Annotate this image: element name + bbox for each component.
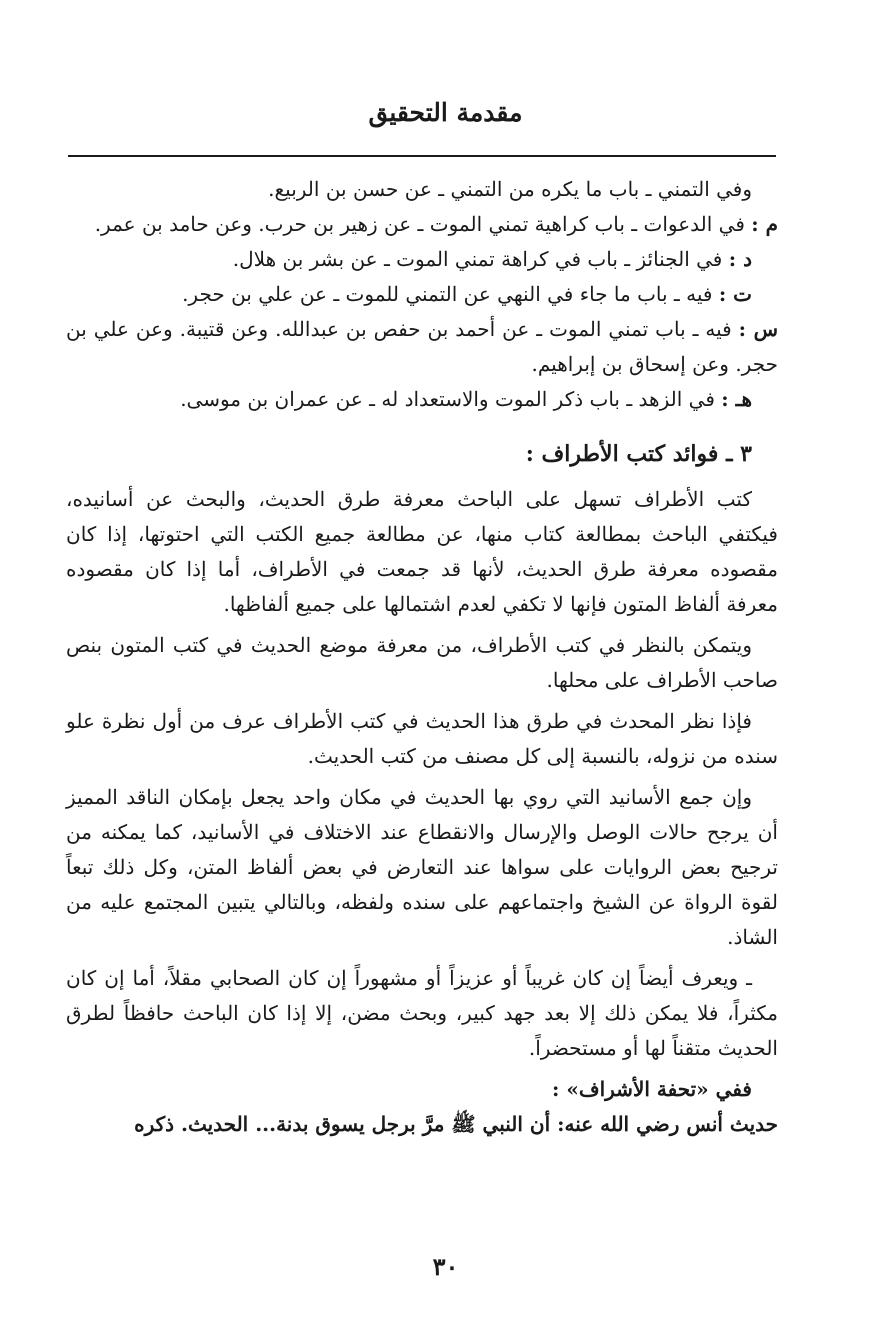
- hadith-line: حديث أنس رضي الله عنه: أن النبي ﷺ مرَّ برجل يسوق بدنة... الحديث. ذكره: [134, 1112, 778, 1136]
- reference-text: في الجنائز ـ باب في كراهة تمني الموت ـ عن بشر بن هلال.: [232, 247, 729, 271]
- section-heading: ٣ ـ فوائد كتب الأطراف :: [525, 441, 752, 467]
- page-body: [66, 172, 778, 1142]
- reference-text: فيه ـ باب تمني الموت ـ عن أحمد بن حفص بن عبدالله. وعن قتيبة. وعن علي بن حجر. وعن إسحاق بن إبراهيم.: [66, 317, 778, 376]
- reference-abbreviation: س :: [738, 317, 778, 341]
- paragraph: كتب الأطراف تسهل على الباحث معرفة طرق الحديث، والبحث عن أسانيده، فيكتفي الباحث بمطالعة كتاب منها، عن مطالعة جميع الكتب التي احتوتها، إذا كان مقصوده معرفة طرق الحديث، لأنها قد جمعت في الأطراف، أما إذا كان مقصوده معرفة ألفاظ المتون فإنها لا تكفي لعدم اشتمالها على جميع ألفاظها.: [66, 487, 778, 616]
- reference-line: [66, 312, 778, 382]
- paragraph: وإن جمع الأسانيد التي روي بها الحديث في مكان واحد يجعل بإمكان الناقد المميز أن يرجح حالات الوصل والإرسال والانقطاع عند الاختلاف في الأسانيد، كما يمكنه من ترجيح بعض الروايات على سواها عند التعارض في بعض ألفاظ المتن، وكل ذلك تبعاً لقوة الرواة عن الشيخ واجتماعهم على سنده ولفظه، وبالتالي يتبين المجتمع عليه من الشاذ.: [66, 785, 778, 949]
- reference-abbreviation: هـ :: [721, 387, 752, 411]
- reference-text: في الزهد ـ باب ذكر الموت والاستعداد له ـ عن عمران بن موسى.: [180, 387, 722, 411]
- header-divider: [68, 155, 776, 157]
- page-number: ٣٠: [432, 1252, 459, 1281]
- reference-line: [66, 382, 778, 417]
- example-intro: ففي «تحفة الأشراف» :: [552, 1077, 752, 1101]
- reference-line: [66, 207, 778, 242]
- reference-text: وفي التمني ـ باب ما يكره من التمني ـ عن حسن بن الربيع.: [268, 177, 752, 201]
- reference-abbreviation: ت :: [718, 282, 752, 306]
- reference-line: [66, 172, 778, 207]
- page-title: مقدمة التحقيق: [368, 98, 523, 127]
- paragraph: ويتمكن بالنظر في كتب الأطراف، من معرفة موضع الحديث في كتب المتون بنص صاحب الأطراف على محلها.: [66, 633, 778, 692]
- reference-text: في الدعوات ـ باب كراهية تمني الموت ـ عن زهير بن حرب. وعن حامد بن عمر.: [94, 212, 752, 236]
- reference-abbreviation: د :: [728, 247, 752, 271]
- reference-line: [66, 277, 778, 312]
- reference-abbreviation: م :: [751, 212, 778, 236]
- reference-line: [66, 242, 778, 277]
- reference-text: فيه ـ باب ما جاء في النهي عن التمني للموت ـ عن علي بن حجر.: [182, 282, 719, 306]
- paragraph: فإذا نظر المحدث في طرق هذا الحديث في كتب الأطراف عرف من أول نظرة علو سنده من نزوله، بالنسبة إلى كل مصنف من كتب الحديث.: [66, 709, 778, 768]
- paragraph: ـ ويعرف أيضاً إن كان غريباً أو عزيزاً أو مشهوراً إن كان الصحابي مقلاً، أما إن كان مكثراً، فلا يمكن ذلك إلا بعد جهد كبير، وبحث مضن، إلا إذا كان الباحث حافظاً لطرق الحديث متقناً لها أو مستحضراً.: [66, 966, 778, 1060]
